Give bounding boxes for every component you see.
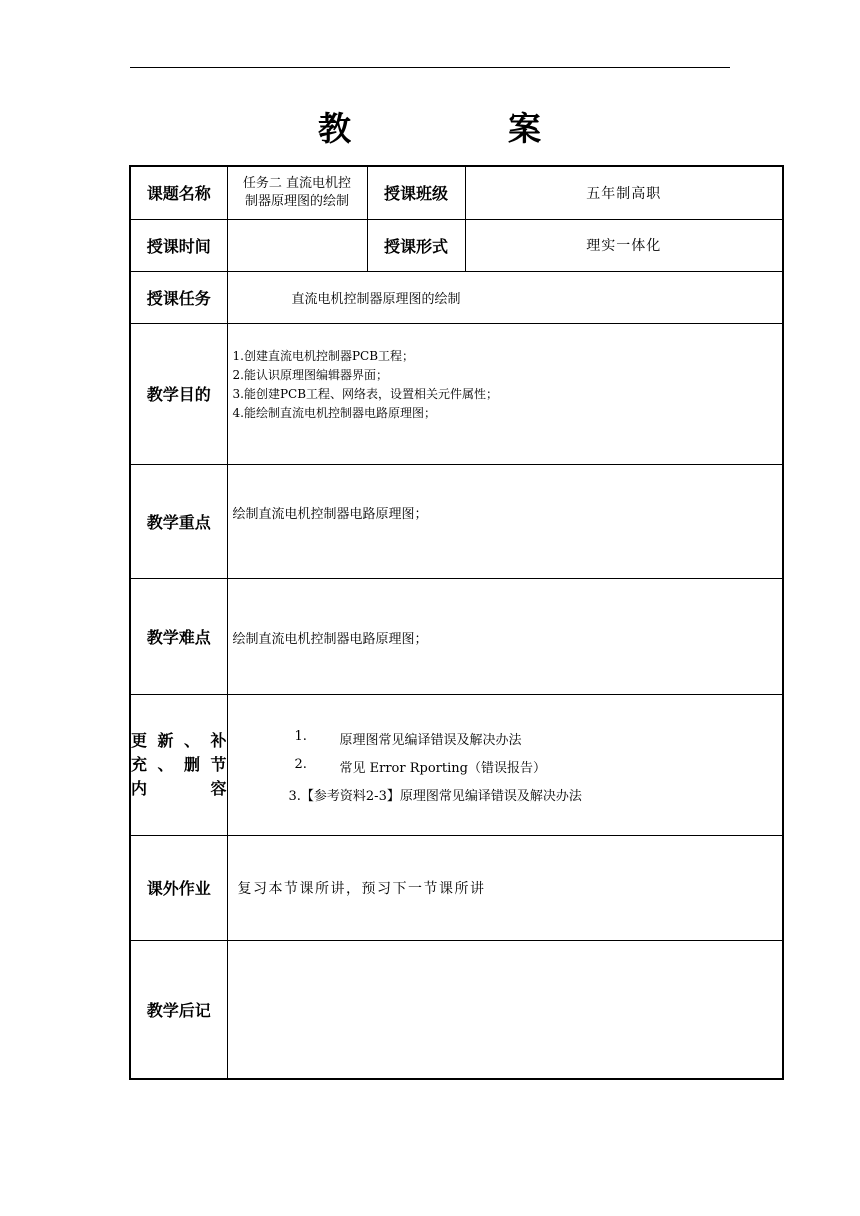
- time-value: [227, 219, 367, 271]
- row-time: [130, 219, 783, 271]
- update-label-line2: 充、删节: [131, 754, 227, 774]
- update-label-line3: 内 容: [131, 778, 227, 798]
- objective-list: [227, 323, 783, 464]
- task-value: 直流电机控制器原理图的绘制: [227, 271, 783, 323]
- key-value-text: 绘制直流电机控制器电路原理图；: [232, 506, 428, 522]
- objective-item: 3.能创建PCB工程、网络表，设置相关元件属性；: [232, 386, 499, 401]
- form-label: 授课形式: [367, 219, 465, 271]
- objective-item: 1.创建直流电机控制器PCB工程；: [232, 348, 415, 363]
- topic-value-line2: 制器原理图的绘制: [244, 193, 349, 209]
- update-item-number: 1.: [294, 728, 307, 744]
- key-value: [227, 464, 783, 578]
- row-task: [130, 271, 783, 323]
- row-objective: [130, 323, 783, 464]
- difficulty-value-text: 绘制直流电机控制器电路原理图；: [232, 631, 428, 647]
- row-difficulty: [130, 578, 783, 694]
- objective-item: 4.能绘制直流电机控制器电路原理图；: [232, 405, 436, 420]
- key-label: 教学重点: [130, 464, 227, 578]
- title-char-2: 案: [508, 109, 541, 148]
- row-topic: [130, 166, 783, 219]
- class-value: 五年制高职: [465, 166, 783, 219]
- update-item-number: 2.: [294, 756, 307, 772]
- page-title: [0, 103, 860, 147]
- header-rule: [130, 67, 730, 68]
- update-label-line1: 更新、补: [131, 730, 227, 750]
- homework-label: 课外作业: [130, 835, 227, 940]
- time-label: 授课时间: [130, 219, 227, 271]
- reflection-label: 教学后记: [130, 940, 227, 1079]
- update-item-text: 常见 Error Rporting（错误报告）: [339, 760, 546, 776]
- row-homework: [130, 835, 783, 940]
- update-label: [130, 694, 227, 835]
- difficulty-value: [227, 578, 783, 694]
- update-item: [228, 757, 783, 785]
- row-reflection: [130, 940, 783, 1079]
- row-key-point: [130, 464, 783, 578]
- update-item-text: 3.【参考资料2-3】原理图常见编译错误及解决办法: [288, 788, 582, 804]
- lesson-plan-table: [129, 165, 784, 1080]
- topic-label: 课题名称: [130, 166, 227, 219]
- class-label: 授课班级: [367, 166, 465, 219]
- row-updates: [130, 694, 783, 835]
- topic-value: [227, 166, 367, 219]
- title-char-1: 教: [318, 109, 351, 148]
- objective-label: 教学目的: [130, 323, 227, 464]
- task-label: 授课任务: [130, 271, 227, 323]
- reflection-value: [227, 940, 783, 1079]
- update-item-text: 原理图常见编译错误及解决办法: [339, 732, 522, 748]
- update-item: [228, 729, 783, 757]
- difficulty-label: 教学难点: [130, 578, 227, 694]
- update-item: [228, 785, 783, 813]
- objective-item: 2.能认识原理图编辑器界面；: [232, 367, 388, 382]
- homework-value: 复习本节课所讲，预习下一节课所讲: [227, 835, 783, 940]
- update-list: [227, 694, 783, 835]
- topic-value-line1: 任务二 直流电机控: [242, 175, 352, 191]
- form-value: 理实一体化: [465, 219, 783, 271]
